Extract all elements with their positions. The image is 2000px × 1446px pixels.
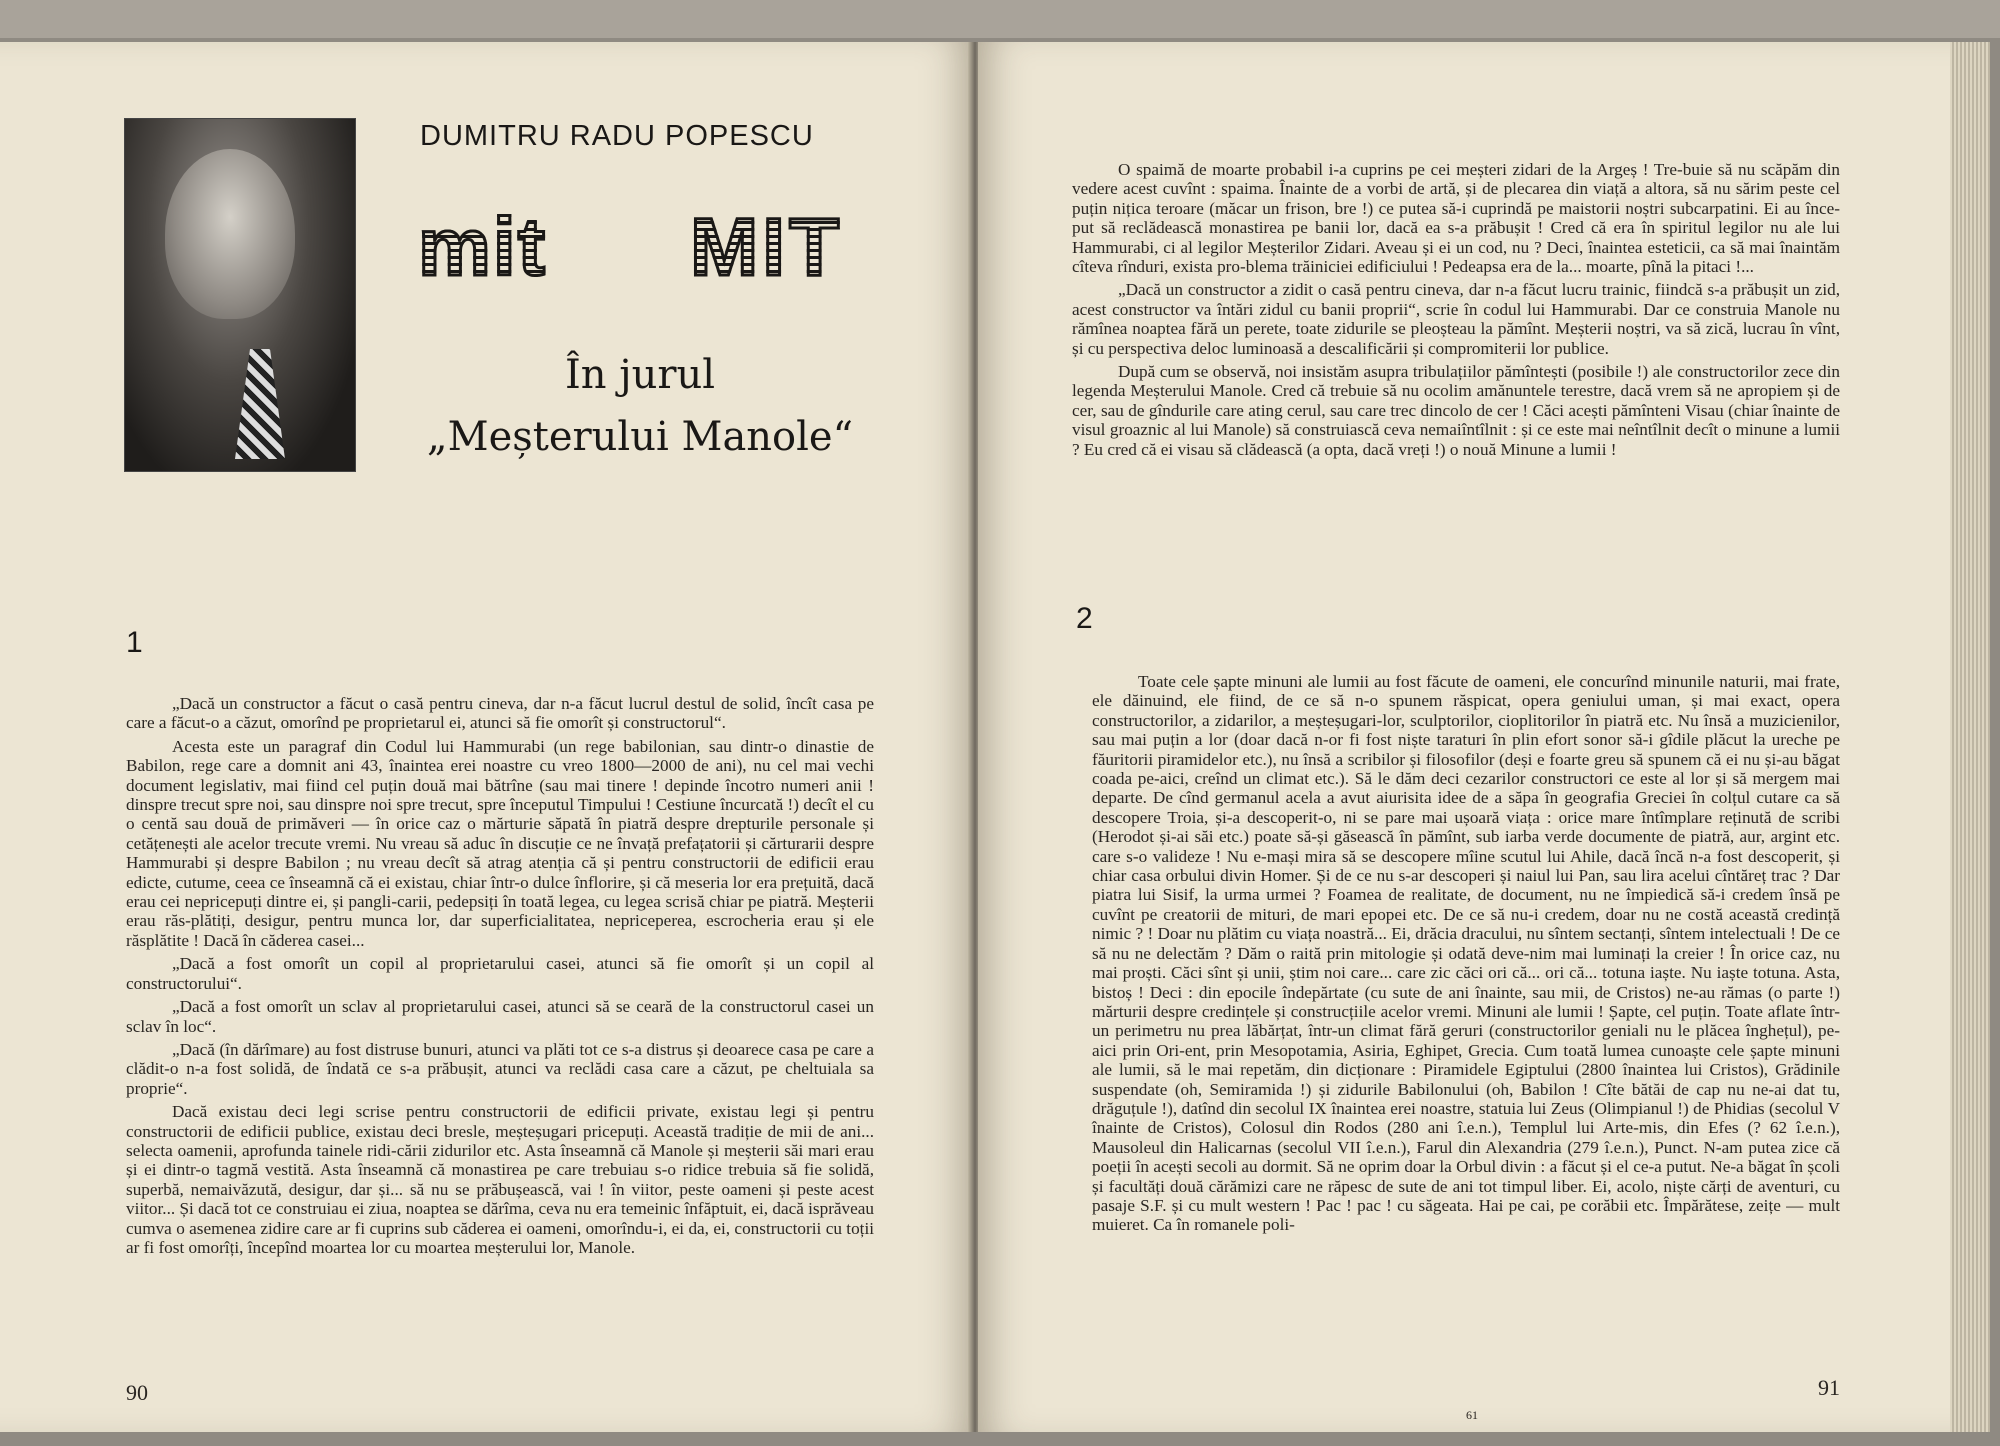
author-photo <box>124 118 356 472</box>
left-body-text <box>126 694 874 1261</box>
paragraph: Dacă existau deci legi scrise pentru constructorii de edificii private, existau legi și pentru constructorii de edificii publice, existau deci bresle, meșteșugari pricepuți. Această tradiție de mii de ani... selecta oamenii, aprofunda tainele ridi-cării zidurilor etc. Asta înseamnă că Manole și meșterii săi mari erau și ei dintr-o tagmă vestită. Asta înseamnă că monastirea pe care trebuiau s-o ridice trebuia să fie solidă, superbă, nemaivăzută, desigur, dar și... să nu se prăbușească, vai ! în viitor, peste oameni și peste acest viitor... Și dacă tot ce construiau ei ziua, noaptea se dărîma, ceva nu era temeinic înfăptuit, ei, dacă isprăveau cumva o asemenea zidire care ar fi cuprins sub căderea ei oameni, omorîndu-i, ei da, ei, constructorii cu toții ar fi fost omorîți, începînd moartea lor cu moartea meșterului lor, Manole. <box>126 1102 874 1257</box>
paragraph: Acesta este un paragraf din Codul lui Hammurabi (un rege babilonian, sau dintr-o dinastie de Babilon, rege care a domnit ani 43, înaintea erei noastre cu vreo 1800—2000 de ani), nu cel mai vechi document legislativ, mai fiind cel puțin două mai bătrîne (sau mai tinere ! depinde încotro numeri anii ! dinspre trecut spre noi, sau dinspre noi spre trecut, spre începutul Timpului ! Cestiune încurcată !) decît el cu o centă sau două de primăveri — în orice caz o mărturie săpată în piatră despre drepturile personale și cetățenești ale acelor trecute vremi. Nu vreau să aduc în discuție ce ne învață prefațatorii și cărturarii despre Hammurabi și despre Babilon ; nu vreau decît să atrag atenția că și pentru constructorii de edificii erau edicte, cutume, ceea ce înseamnă că ei existau, chiar într-o dulce înflorire, și că meseria lor era prețuită, dacă erau cei nepricepuți dintre ei, și pangli-carii, pedepsiți în toată legea, cu legea scrisă chiar pe piatră. Meșterii erau răs-plătiți, desigur, pentru munca lor, dar superficialitatea, nepriceperea, escrocheria erau și ele răsplătite ! Dacă în căderea casei... <box>126 736 874 950</box>
author-tie <box>235 349 285 459</box>
left-page <box>0 42 972 1432</box>
paragraph: „Dacă a fost omorît un copil al proprietarului casei, atunci să fie omorît și un copil al constructorului“. <box>126 954 874 993</box>
paragraph: „Dacă a fost omorît un sclav al proprietarului casei, atunci să se ceară de la constructorul casei un sclav în loc“. <box>126 997 874 1036</box>
right-body-text-bottom <box>1092 672 1840 1239</box>
paragraph: „Dacă un constructor a făcut o casă pentru cineva, dar n-a făcut lucrul destul de solid, încît casa pe care a făcut-o a căzut, omorînd pe proprietarul ei, atunci să fie omorît și constructorul“. <box>126 694 874 733</box>
paragraph: „Dacă (în dărîmare) au fost distruse bunuri, atunci va plăti tot ce s-a distrus și deoarece casa pe care a clădit-o n-a fost solidă, de îndată ce s-a prăbușit, atunci va reclădi casa care a căzut, pe cheltuiala sa proprie“. <box>126 1039 874 1098</box>
paragraph: Toate cele șapte minuni ale lumii au fost făcute de oameni, ele concurînd minunile naturii, mai frate, ele dăinuind, ele fiind, de ce să n-o spunem răspicat, opera geniului uman, și mai exact, opera constructorilor, a zidarilor, a meșteșugari-lor, sculptorilor, cioplitorilor în piatră etc. Nu însă a muzicienilor, sau mai puțin a lor (doar dacă n-or fi fost niște taraturi în plin efort sonor să-i gîdile plăcut la ureche pe făuritorii piramidelor etc.), nu însă a scribilor și filosofilor (deși e foarte greu să spunem că ei nu și-au băgat coada pe-aici, creînd un climat etc.). Să le dăm deci cezarilor constructori ce este al lor și să mergem mai departe. De cînd germanul acela a avut aiurisita idee de a săpa în geografia Greciei în colțul cutare ca să descopere Troia, și-a descoperit-o, ni se pare mai ușoară viața : orice mare întîmplare reținută de scribi (Herodot și-ai săi etc.) poate să-și găsească în pămînt, sub iarba verde documente de piatră, aur, argint etc. care s-o valideze ! Nu e-mași mira să se descopere mîine scutul lui Ahile, dacă încă n-a fost descoperit, și chiar casa orbului divin Homer. Și de ce nu s-ar descoperi și naiul lui Pan, sau lira acelui cîntăreț trac ? Dar piatra lui Sisif, la urma urmei ? Foamea de realitate, de document, nu ne împiedică să-i credem însă pe cuvînt pe creatorii de mituri, de mari epopei etc. De ce să nu-i credem, doar nu ne costă această credință nimic ? ! Doar nu plătim cu viața noastră... Ei, drăcia dracului, nu sîntem sectanți, sîntem intelectuali ! De ce să nu ne delectăm ? Dăm o raită prin mitologie și odată deve-nim mai luminați la creier ! În orice caz, nu mai proști. Căci sînt și unii, știm noi care... care zic căci ori că... ori că... totuna iaște. Nu iaște totuna. Asta, bistoș ! Deci : din epocile îndepărtate (cu sute de ani înainte, sau mii, de Cristos) ne-au rămas (o parte !) mărturii despre credințele și construcțiile acelor vremi. Minuni ale lumii ! Șapte, cel puțin. Toate aflate într-un perimetru nu prea lăbărțat, într-un climat fără geruri (constructorilor geniali nu le plăcea înghețul), pe-aici prin Ori-ent, prin Mesopotamia, Asiria, Eghipet, Grecia. Cum toată lumea cunoaște cele șapte minuni ale lumii, să le mai repetăm, din dicționare : Piramidele Egiptului (2800 înaintea lui Cristos), Grădinile suspendate (oh, Semiramida !) și zidurile Babilonului (oh, Babilon ! Cîte bătăi de cap nu ne-ai dat tu, drăguțule !), datînd din secolul IX înaintea erei noastre, statuia lui Zeus (Olimpianul !) de Phidias (secolul V înainte de Cristos), Colosul din Rodos (280 ani î.e.n.), Templul lui Arte-mis, din Efes (? 62 î.e.n.), Mausoleul din Halicarnas (secolul VII î.e.n.), Farul din Alexandria (279 î.e.n.), Punct. N-am putea zice că poeții în acești secoli au dormit. Să ne oprim doar la Orbul divin : a făcut și el ce-a putut. Ne-a băgat în școli și facultăți două cărămizi care ne răpesc de sute de ani tot timpul liber. Ei, acolo, niște cărți de aventuri, cu pasaje S.F. și cu mult western ! Pac ! pac ! cu săgeata. Hai pe cai, pe corăbii etc. Împărătese, zeițe — mult muieret. Ca în romanele poli- <box>1092 672 1840 1235</box>
article-title-line-1: În jurul <box>564 352 716 398</box>
logo-MIT: MIT <box>690 202 844 293</box>
author-name: DUMITRU RADU POPESCU <box>420 120 814 152</box>
paragraph: O spaimă de moarte probabil i-a cuprins pe cei meșteri zidari de la Argeș ! Tre-buie să nu scăpăm din vedere acest cuvînt : spaima. Înainte de a vorbi de artă, și de plecarea din viață a altora, să nu sărim peste cel puțin nițica teroare (măcar un frison, bre !) ce putea să-i cuprindă pe maistorii noștri subcarpatini. Ei au înce-put să reclădească monastirea pe banii lor, dacă ea s-a prăbușit ! Cred că era în spiritul legilor nu ale lui Hammurabi, ci al legilor Meșterilor Zidari. Aveau și ei un cod, nu ? Deci, înaintea esteticii, ca să mai înaintăm cîteva rînduri, exista pro-blema trăiniciei edificiului ! Pedeapsa era de la... moarte, pînă la pitaci !... <box>1072 160 1840 277</box>
right-page <box>978 42 1950 1432</box>
right-body-text-top <box>1072 160 1840 463</box>
article-title-line-2: „Meșterului Manole“ <box>426 414 854 460</box>
page-number-right: 91 <box>1818 1375 1840 1400</box>
author-face <box>165 149 295 319</box>
paragraph: După cum se observă, noi insistăm asupra tribulațiilor pămîntești (posibile !) ale constructorilor zece din legenda Meșterului Manole. Cred că trebuie să nu ocolim amănuntele terestre, dacă vrem să ne apropiem și de cer, sau de gîndurile care ating cerul, sau care trec dincolo de cer ! Căci acești pămînteni Visau (chiar înainte de visul groaznic al lui Manole) să construiască ceva nemaiîntîlnit : și ce este mai neîntîlnit decît o minune a lumii ? Eu cred că ei visau să clădească (a opta, dacă vreți !) o nouă Minune a lumii ! <box>1072 362 1840 459</box>
paragraph: „Dacă un constructor a zidit o casă pentru cineva, dar n-a făcut lucru trainic, fiindcă s-a prăbușit un zid, acest constructor va întări zidul cu banii proprii“, scrie în codul lui Hammurabi. Dar ce construia Manole nu rămînea noaptea fără un perete, toate zidurile se pleoșteau la pămînt. Meșterii noștri, va să zică, lucrau în vînt, și cu perspectiva deloc luminoasă a descalificării și compromiterii lor publice. <box>1072 280 1840 358</box>
page-number-left: 90 <box>126 1380 148 1405</box>
section-number-2: 2 <box>1076 602 1093 635</box>
page-edges <box>1950 42 1990 1432</box>
logo-mit: mit <box>418 202 547 293</box>
section-number-1: 1 <box>126 626 143 659</box>
library-stamp-number: 61 <box>1466 1408 1478 1422</box>
